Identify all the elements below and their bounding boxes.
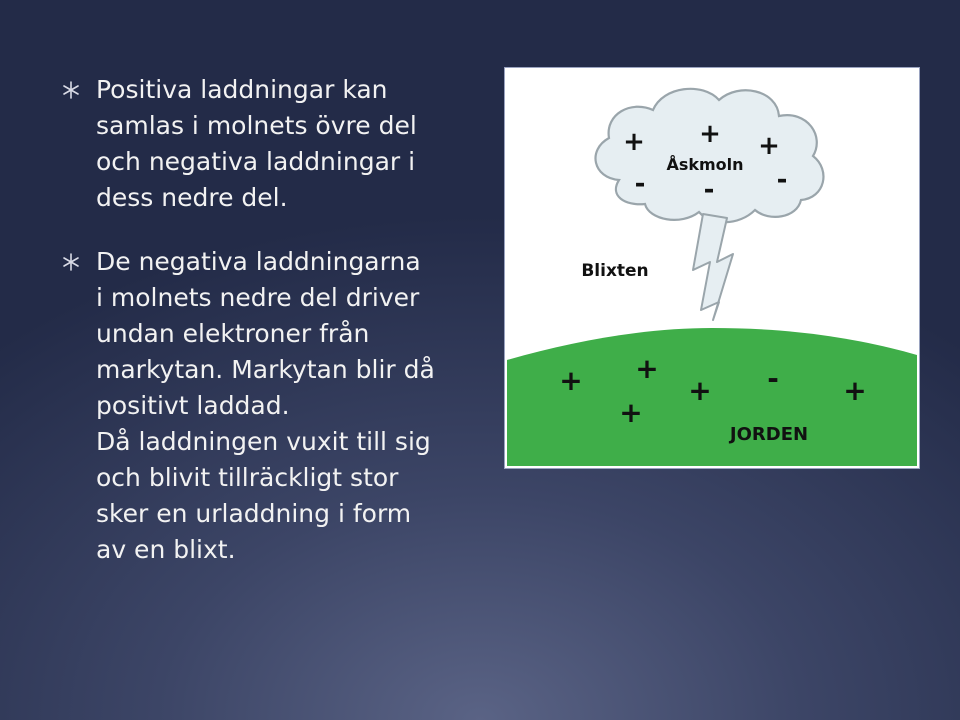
bullet-line: positivt laddad. (96, 391, 290, 420)
asterisk-bullet-icon (60, 251, 82, 273)
ground-plus-sign: + (559, 364, 583, 397)
bullet-item (60, 72, 490, 216)
cloud-minus-sign: - (634, 169, 646, 199)
ground-label: JORDEN (729, 424, 809, 445)
asterisk-bullet-icon (60, 79, 82, 101)
bullet-item (60, 244, 490, 568)
bullet-line: sker en urladdning i form (96, 499, 412, 528)
ground-minus-sign: - (767, 362, 779, 395)
ground-plus-sign: + (688, 374, 712, 407)
cloud-plus-sign: + (623, 127, 645, 157)
bullet-line: dess nedre del. (96, 183, 288, 212)
cloud-label: Åskmoln (666, 155, 744, 174)
bullet-line: i molnets nedre del driver (96, 283, 420, 312)
bullet-line: och blivit tillräckligt stor (96, 463, 399, 492)
bullet-line: Positiva laddningar kan (96, 75, 388, 104)
lightning-bolt-icon (693, 214, 733, 320)
bullet-line: samlas i molnets övre del (96, 111, 417, 140)
bullet-list (60, 72, 490, 596)
ground-plus-sign: + (635, 352, 659, 385)
ground-plus-sign: + (619, 396, 643, 429)
ground-plus-sign: + (843, 374, 867, 407)
thundercloud-diagram (505, 68, 919, 468)
bullet-line: De negativa laddningarna (96, 247, 421, 276)
cloud-minus-sign: - (703, 175, 715, 205)
bullet-line: av en blixt. (96, 535, 236, 564)
bullet-line: Då laddningen vuxit till sig (96, 427, 431, 456)
cloud-minus-sign: - (776, 165, 788, 195)
bullet-line: markytan. Markytan blir då (96, 355, 435, 384)
bullet-line: och negativa laddningar i (96, 147, 416, 176)
cloud-plus-sign: + (758, 131, 780, 161)
lightning-label: Blixten (581, 261, 649, 281)
bullet-line: undan elektroner från (96, 319, 370, 348)
diagram-canvas (507, 70, 917, 466)
cloud-plus-sign: + (699, 119, 721, 149)
